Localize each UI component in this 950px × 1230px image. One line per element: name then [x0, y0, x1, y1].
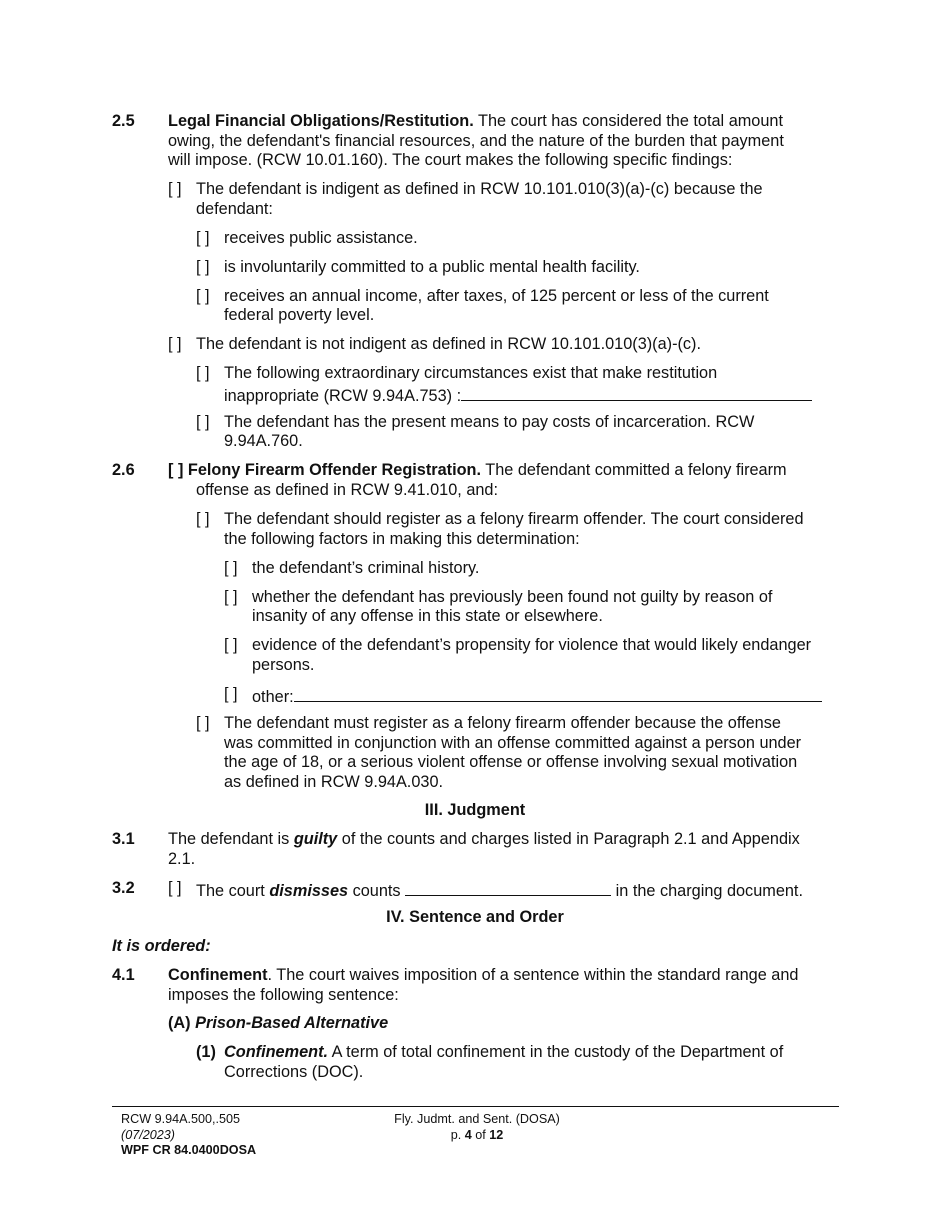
checkbox[interactable]: [ ]: [224, 685, 238, 703]
checkbox[interactable]: [ ]: [168, 879, 182, 897]
must-register-option: was committed in conjunction with an offense committed against a person under: [224, 734, 802, 752]
sentence-heading: IV. Sentence and Order: [386, 908, 564, 926]
section-3-1-line: 2.1.: [168, 850, 196, 868]
section-3-2-line: The court dismisses counts in the charging document.: [196, 879, 803, 902]
section-2-5-line: owing, the defendant's financial resources, and the nature of the burden that payment: [168, 132, 784, 150]
must-register-option: as defined in RCW 9.94A.030.: [224, 773, 444, 791]
should-register-option: The defendant should register as a felony firearm offender. The court considered: [224, 510, 804, 528]
indigent-reason: receives an annual income, after taxes, of 125 percent or less of the current: [224, 287, 769, 305]
checkbox[interactable]: [ ]: [196, 287, 210, 305]
footer-form-id: WPF CR 84.0400DOSA: [121, 1143, 257, 1157]
section-number: 3.1: [112, 830, 135, 848]
checkbox[interactable]: [ ]: [224, 636, 238, 654]
checkbox[interactable]: [ ]: [224, 588, 238, 606]
dismissed-counts-field[interactable]: [405, 879, 611, 896]
factor-option: insanity of any offense in this state or elsewhere.: [252, 607, 603, 625]
section-number: 2.6: [112, 461, 135, 479]
footer-divider: [112, 1106, 839, 1107]
restitution-option: inappropriate (RCW 9.94A.753) :: [224, 384, 812, 407]
factor-option: persons.: [252, 656, 315, 674]
prison-alternative-heading: (A) Prison-Based Alternative: [168, 1014, 389, 1032]
footer-page-number: p. 4 of 12: [450, 1128, 504, 1142]
indigent-reason: federal poverty level.: [224, 306, 375, 324]
judgment-heading: III. Judgment: [424, 801, 526, 819]
section-title: [ ] Felony Firearm Offender Registration.: [168, 461, 482, 479]
footer-doc-title: Fly. Judmt. and Sent. (DOSA): [394, 1112, 560, 1126]
indigent-reason: is involuntarily committed to a public mental health facility.: [224, 258, 640, 276]
extraordinary-circumstances-field[interactable]: [461, 384, 812, 401]
section-2-6-line: offense as defined in RCW 9.41.010, and:: [196, 481, 499, 499]
footer-date: (07/2023): [121, 1128, 175, 1142]
other-factor-field[interactable]: [294, 685, 822, 702]
must-register-option: The defendant must register as a felony firearm offender because the offense: [224, 714, 781, 732]
not-indigent-option: The defendant is not indigent as defined in RCW 10.101.010(3)(a)-(c).: [196, 335, 701, 353]
section-4-1-line: imposes the following sentence:: [168, 986, 399, 1004]
section-title: Legal Financial Obligations/Restitution.: [168, 112, 474, 130]
factor-option: the defendant’s criminal history.: [252, 559, 480, 577]
section-2-5-line: will impose. (RCW 10.01.160). The court makes the following specific findings:: [168, 151, 733, 169]
checkbox[interactable]: [ ]: [196, 714, 210, 732]
checkbox[interactable]: [ ]: [196, 413, 210, 431]
section-3-1-line: The defendant is guilty of the counts and charges listed in Paragraph 2.1 and Appendix: [168, 830, 800, 848]
must-register-option: the age of 18, or a serious violent offense or offense involving sexual motivation: [224, 753, 798, 771]
checkbox[interactable]: [ ]: [196, 510, 210, 528]
indigent-option: The defendant is indigent as defined in RCW 10.101.010(3)(a)-(c) because the: [196, 180, 763, 198]
section-number: 3.2: [112, 879, 135, 897]
should-register-option: the following factors in making this determination:: [224, 530, 580, 548]
checkbox[interactable]: [ ]: [196, 258, 210, 276]
section-2-5-line: Legal Financial Obligations/Restitution. The court has considered the total amount: [168, 112, 783, 130]
it-is-ordered: It is ordered:: [112, 937, 211, 955]
factor-option: whether the defendant has previously been found not guilty by reason of: [252, 588, 773, 606]
factor-option: evidence of the defendant’s propensity for violence that would likely endanger: [252, 636, 812, 654]
restitution-option: The following extraordinary circumstances exist that make restitution: [224, 364, 718, 382]
footer-statute: RCW 9.94A.500,.505: [121, 1112, 241, 1126]
section-2-6-line: [ ] Felony Firearm Offender Registration. The defendant committed a felony firearm: [168, 461, 787, 479]
checkbox[interactable]: [ ]: [168, 335, 182, 353]
checkbox[interactable]: [ ]: [196, 229, 210, 247]
checkbox[interactable]: [ ]: [168, 180, 182, 198]
section-number: 4.1: [112, 966, 135, 984]
confinement-line: Confinement. A term of total confinement in the custody of the Department of: [224, 1043, 784, 1061]
item-number: (1): [196, 1043, 216, 1061]
indigent-reason: receives public assistance.: [224, 229, 418, 247]
checkbox[interactable]: [ ]: [224, 559, 238, 577]
confinement-line: Corrections (DOC).: [224, 1063, 364, 1081]
section-number: 2.5: [112, 112, 135, 130]
indigent-option: defendant:: [196, 200, 273, 218]
means-option: The defendant has the present means to pay costs of incarceration. RCW: [224, 413, 755, 431]
section-4-1-line: Confinement. The court waives imposition of a sentence within the standard range and: [168, 966, 799, 984]
means-option: 9.94A.760.: [224, 432, 303, 450]
checkbox[interactable]: [ ]: [196, 364, 210, 382]
factor-option: other:: [252, 685, 822, 708]
